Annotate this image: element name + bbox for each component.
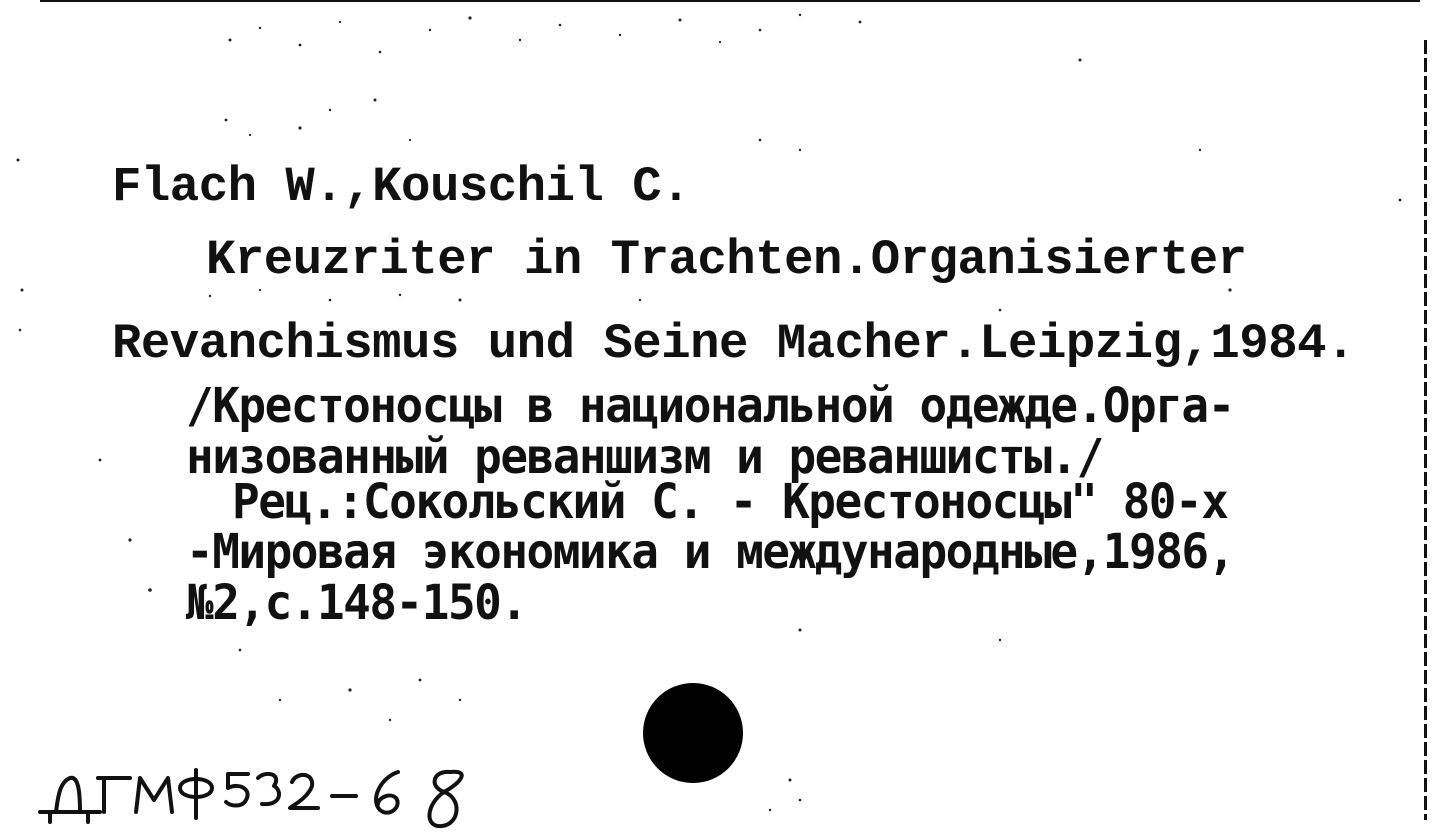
card-line-review-3: №2,с.148-150.	[186, 573, 527, 631]
punch-hole	[643, 683, 743, 783]
card-line-review-1: Рец.:Сокольский С. - Крестоносцы" 80-х	[232, 472, 1228, 530]
card-line-authors: Flach W.,Kouschil C.	[112, 159, 691, 215]
card-line-title-publication: Revanchismus und Seine Macher.Leipzig,1984.	[112, 316, 1355, 372]
card-line-translation-2: низованный реваншизм и реваншисты./	[186, 427, 1103, 485]
handwritten-call-number	[30, 748, 510, 832]
card-line-review-2: -Мировая экономика и международные,1986,	[186, 522, 1234, 580]
card-line-title: Kreuzriter in Trachten.Organisierter	[206, 232, 1247, 288]
card-line-translation-1: /Крестоносцы в национальной одежде.Орга-	[186, 376, 1234, 434]
